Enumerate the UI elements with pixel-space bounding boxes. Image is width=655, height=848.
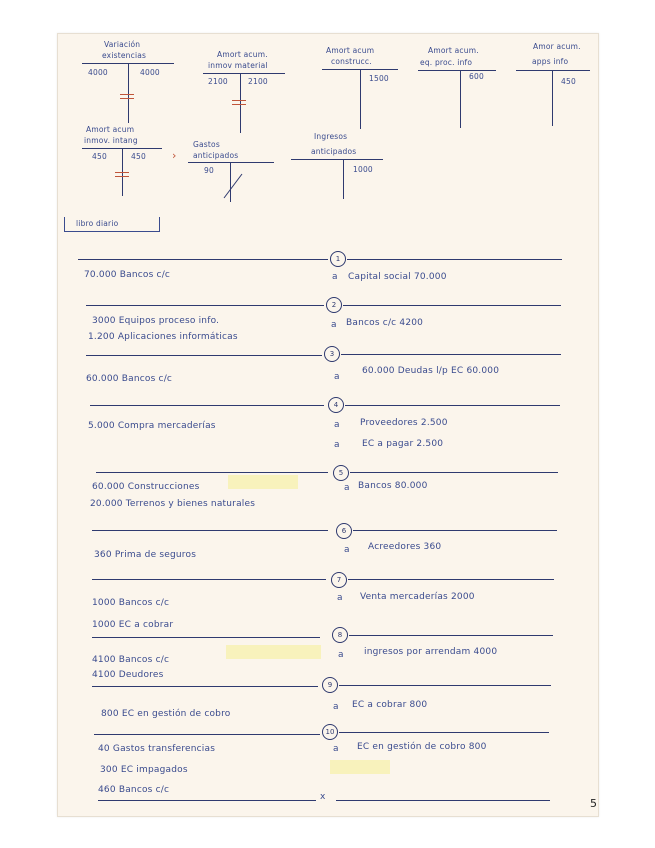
t-account-title: eq. proc. info: [420, 58, 473, 67]
debit-line: 60.000 Construcciones: [92, 482, 200, 492]
t-account-credit: 4000: [140, 68, 160, 77]
t-account-title: anticipados: [193, 151, 239, 160]
t-account-debit: 450: [92, 152, 107, 161]
t-account-title: existencias: [102, 51, 147, 60]
cross-out-mark: [222, 172, 244, 200]
credit-a: a: [334, 440, 340, 450]
t-account-credit: 450: [561, 77, 576, 86]
t-account-title: Amort acum: [86, 125, 135, 134]
arrow-icon: ›: [172, 149, 177, 162]
credit-a: a: [331, 320, 337, 330]
t-account-title: construcc.: [331, 57, 372, 66]
t-account-title: apps info: [532, 57, 569, 66]
debit-line: 20.000 Terrenos y bienes naturales: [90, 499, 256, 509]
credit-a: a: [332, 272, 338, 282]
t-account-debit: 90: [204, 166, 214, 175]
credit-a: a: [334, 372, 340, 382]
debit-line: 4100 Deudores: [92, 670, 164, 680]
debit-line: 460 Bancos c/c: [98, 785, 170, 795]
t-account-debit: 2100: [208, 77, 228, 86]
t-account-title: Amort acum.: [217, 50, 268, 59]
credit-line: 60.000 Deudas l/p EC 60.000: [362, 366, 500, 376]
t-account-title: Gastos: [193, 140, 220, 149]
highlight-mark: [330, 760, 390, 774]
debit-line: 60.000 Bancos c/c: [86, 374, 173, 384]
credit-line: ingresos por arrendam 4000: [364, 647, 498, 657]
credit-a: a: [338, 650, 344, 660]
credit-a: a: [333, 702, 339, 712]
t-account-credit: 450: [131, 152, 146, 161]
entry-number: 1: [330, 251, 346, 267]
page-number: 5: [590, 797, 597, 810]
debit-line: 70.000 Bancos c/c: [84, 270, 171, 280]
debit-line: 800 EC en gestión de cobro: [101, 709, 231, 719]
debit-line: 1.200 Aplicaciones informáticas: [88, 332, 238, 342]
t-account-title: anticipados: [311, 147, 357, 156]
t-account-title: inmov. intang: [84, 136, 138, 145]
debit-line: 360 Prima de seguros: [94, 550, 197, 560]
entry-number: 5: [333, 465, 349, 481]
t-account-debit: 4000: [88, 68, 108, 77]
credit-line: EC a pagar 2.500: [362, 439, 444, 449]
end-mark: x: [320, 792, 326, 802]
entry-number: 9: [322, 677, 338, 693]
credit-a: a: [333, 744, 339, 754]
entry-number: 3: [324, 346, 340, 362]
t-account-credit: 1000: [353, 165, 373, 174]
debit-line: 1000 Bancos c/c: [92, 598, 170, 608]
entry-number: 10: [322, 724, 338, 740]
debit-line: 5.000 Compra mercaderías: [88, 421, 216, 431]
credit-line: Bancos 80.000: [358, 481, 428, 491]
credit-line: Bancos c/c 4200: [346, 318, 424, 328]
entry-number: 8: [332, 627, 348, 643]
entry-number: 7: [331, 572, 347, 588]
t-account-title: Variación: [104, 40, 141, 49]
entry-number: 6: [336, 523, 352, 539]
debit-line: 300 EC impagados: [100, 765, 188, 775]
t-account-title: Amor acum.: [533, 42, 581, 51]
t-account-credit: 600: [469, 72, 484, 81]
libro-diario-label: libro diario: [76, 219, 119, 228]
credit-line: EC en gestión de cobro 800: [357, 742, 487, 752]
highlight-mark: [226, 645, 321, 659]
t-account-title: Amort acum.: [428, 46, 479, 55]
t-account-title: Ingresos: [314, 132, 348, 141]
debit-line: 40 Gastos transferencias: [98, 744, 216, 754]
t-account-title: Amort acum: [326, 46, 375, 55]
credit-a: a: [334, 420, 340, 430]
credit-line: Acreedores 360: [368, 542, 442, 552]
t-account-title: inmov material: [208, 61, 268, 70]
t-account-credit: 2100: [248, 77, 268, 86]
entry-number: 2: [326, 297, 342, 313]
t-account-credit: 1500: [369, 74, 389, 83]
credit-line: Capital social 70.000: [348, 272, 447, 282]
credit-a: a: [337, 593, 343, 603]
debit-line: 3000 Equipos proceso info.: [92, 316, 220, 326]
credit-line: EC a cobrar 800: [352, 700, 428, 710]
credit-line: Venta mercaderías 2000: [360, 592, 475, 602]
entry-number: 4: [328, 397, 344, 413]
debit-line: 4100 Bancos c/c: [92, 655, 170, 665]
credit-a: a: [344, 483, 350, 493]
highlight-mark: [228, 475, 298, 489]
credit-line: Proveedores 2.500: [360, 418, 448, 428]
debit-line: 1000 EC a cobrar: [92, 620, 174, 630]
credit-a: a: [344, 545, 350, 555]
